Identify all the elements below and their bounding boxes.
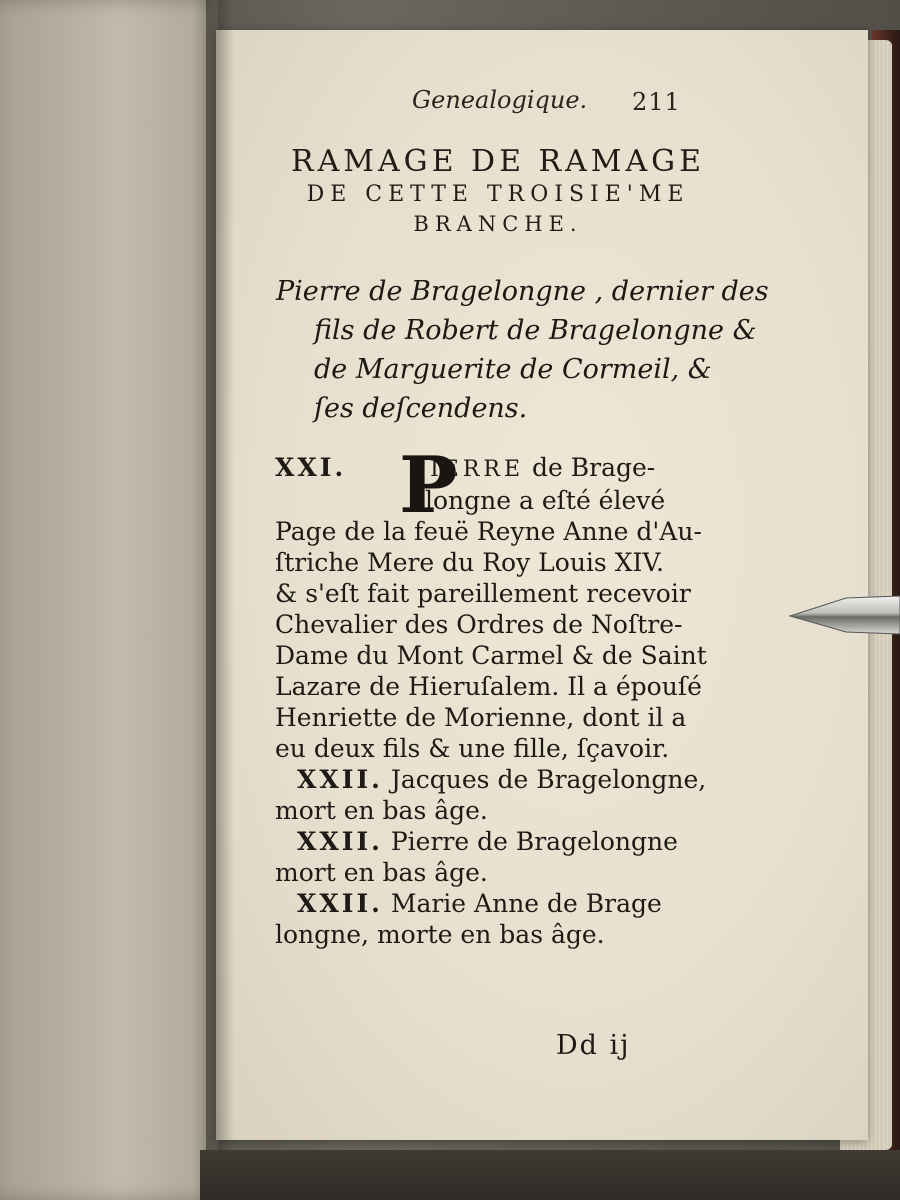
paragraph-line: Page de la feuë Reyne Anne d'Au-: [275, 517, 702, 546]
main-paragraph: [275, 440, 745, 950]
paragraph-line: Henriette de Morienne, dont il a: [275, 703, 687, 732]
drop-cap: P: [399, 440, 458, 531]
entry-line: [275, 826, 745, 857]
subtitle-line: Pierre de Bragelongne , dernier des: [276, 276, 769, 307]
left-page: [0, 0, 218, 1200]
subtitle-line: fils de Robert de Bragelongne &: [314, 315, 757, 346]
entry-line: mort en bas âge.: [275, 858, 488, 887]
running-head: Genealogique.: [412, 86, 588, 114]
paragraph-line: de Brage-: [524, 453, 656, 482]
subtitle-line: de Marguerite de Cormeil, &: [314, 354, 712, 385]
heading-line-1: RAMAGE DE RAMAGE: [290, 144, 706, 179]
paragraph-line: Dame du Mont Carmel & de Saint: [275, 641, 707, 670]
metal-bookmark-clip: [788, 592, 900, 638]
subtitle-block: [276, 272, 769, 428]
entry-line: mort en bas âge.: [275, 796, 488, 825]
entry-text: Jacques de Bragelongne,: [390, 765, 707, 794]
entry-line: [275, 888, 745, 919]
heading-line-2: DE CETTE TROISIE'ME: [306, 182, 690, 207]
entry-line: [275, 764, 745, 795]
gutter-shadow: [206, 0, 234, 1200]
paragraph-line: Lazare de Hieruſalem. Il a épouſé: [275, 672, 702, 701]
entry-text: Marie Anne de Brage: [390, 889, 662, 918]
paragraph-line: ſtriche Mere du Roy Louis XIV.: [275, 548, 665, 577]
paragraph-line: Chevalier des Ordres de Noſtre-: [275, 610, 683, 639]
signature-mark: Dd ij: [556, 1030, 631, 1061]
paragraph-line: & s'eſt fait pareillement recevoir: [275, 579, 691, 608]
heading-line-3: BRANCHE.: [413, 212, 583, 236]
page-number: 211: [632, 88, 681, 116]
subtitle-line: ſes deſcendens.: [314, 393, 528, 424]
entry-number: XXII.: [297, 827, 383, 856]
paragraph-line: longne a eſté élevé: [425, 486, 666, 515]
entry-number: XXII.: [297, 889, 383, 918]
first-word-rest: IERRE: [430, 457, 525, 482]
generation-number: XXI.: [275, 453, 347, 482]
paragraph-first-line: [275, 452, 745, 485]
entry-number: XXII.: [297, 765, 383, 794]
entry-line: longne, morte en bas âge.: [275, 920, 605, 949]
paragraph-line: eu deux fils & une fille, ſçavoir.: [275, 734, 670, 763]
bottom-cover-edge: [200, 1150, 900, 1200]
entry-text: Pierre de Bragelongne: [390, 827, 678, 856]
